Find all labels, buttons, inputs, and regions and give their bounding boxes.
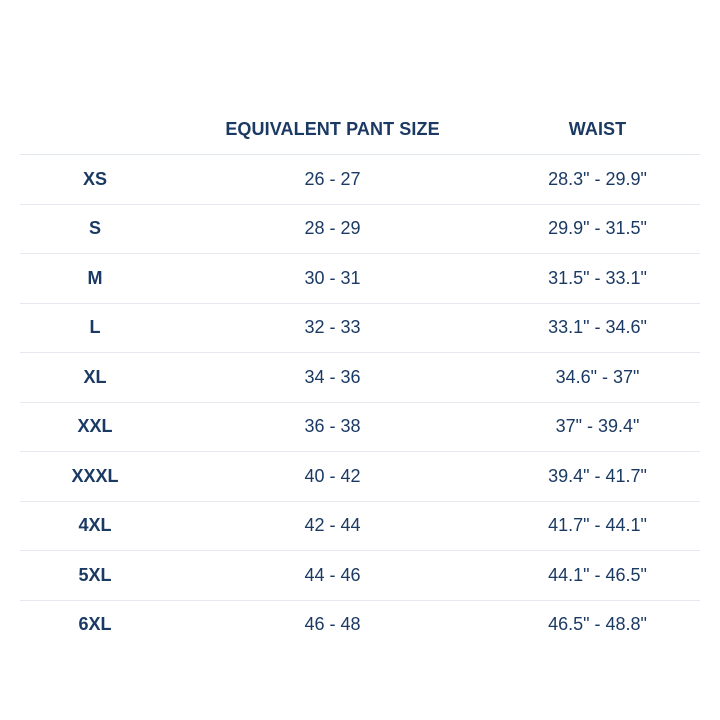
header-waist: WAIST: [568, 119, 627, 139]
table-row: [20, 551, 700, 601]
size-label: XL: [83, 366, 107, 387]
size-label: XXL: [77, 416, 113, 437]
pant-size-value: 40 - 42: [304, 465, 361, 486]
size-label: S: [88, 218, 101, 239]
pant-size-value: 36 - 38: [304, 416, 361, 437]
pant-size-value: 28 - 29: [304, 218, 361, 239]
pant-size-value: 46 - 48: [304, 614, 361, 635]
size-label: XS: [82, 168, 107, 189]
waist-value: 29.9" - 31.5": [548, 218, 647, 239]
size-label: 5XL: [78, 564, 112, 585]
waist-value: 31.5" - 33.1": [548, 267, 647, 288]
table-row: [20, 502, 700, 552]
table-row: [20, 601, 700, 650]
pant-size-value: 26 - 27: [304, 168, 361, 189]
pant-size-value: 44 - 46: [304, 564, 361, 585]
size-label: 6XL: [78, 614, 112, 635]
waist-value: 39.4" - 41.7": [548, 465, 647, 486]
table-row: [20, 254, 700, 304]
table-row: [20, 452, 700, 502]
pant-size-value: 42 - 44: [304, 515, 361, 536]
size-label: 4XL: [78, 515, 112, 536]
waist-value: 34.6" - 37": [555, 366, 640, 387]
header-equivalent-pant-size: EQUIVALENT PANT SIZE: [225, 119, 440, 139]
table-row: [20, 353, 700, 403]
size-label: M: [87, 267, 103, 288]
waist-value: 46.5" - 48.8": [548, 614, 647, 635]
size-chart-table: [20, 105, 700, 649]
table-header: [20, 105, 700, 155]
size-label: XXXL: [71, 465, 119, 486]
waist-value: 28.3" - 29.9": [548, 168, 647, 189]
waist-value: 44.1" - 46.5": [548, 564, 647, 585]
pant-size-value: 30 - 31: [304, 267, 361, 288]
pant-size-value: 34 - 36: [304, 366, 361, 387]
waist-value: 41.7" - 44.1": [548, 515, 647, 536]
waist-value: 37" - 39.4": [555, 416, 640, 437]
size-label: L: [89, 317, 101, 338]
table-row: [20, 155, 700, 205]
table-row: [20, 403, 700, 453]
table-row: [20, 304, 700, 354]
table-row: [20, 205, 700, 255]
waist-value: 33.1" - 34.6": [548, 317, 647, 338]
pant-size-value: 32 - 33: [304, 317, 361, 338]
